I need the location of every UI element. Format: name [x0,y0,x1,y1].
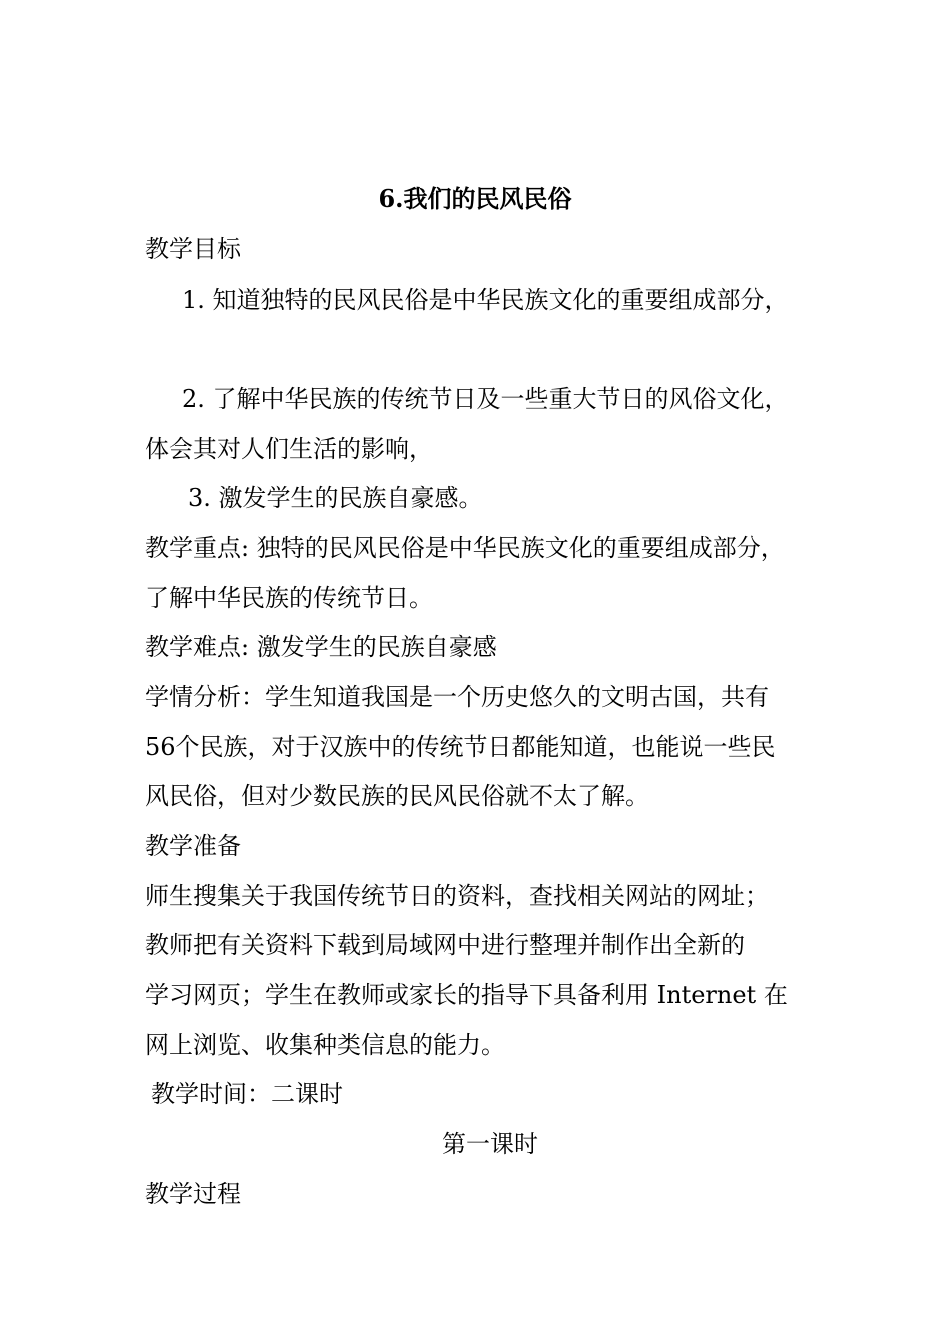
preparation-line4: 网上浏览、收集种类信息的能力。 [145,1031,505,1059]
document-title: 6.我们的民风民俗 [378,184,572,213]
key-points-line2: 了解中华民族的传统节日。 [145,584,433,612]
preparation-line2: 教师把有关资料下载到局域网中进行整理并制作出全新的 [145,931,745,959]
difficulty: 教学难点: 激发学生的民族自豪感 [145,633,497,661]
analysis-line3: 风民俗，但对少数民族的民风民俗就不太了解。 [145,782,649,810]
objective-1: 1. 知道独特的民风民俗是中华民族文化的重要组成部分， [182,286,789,314]
objective-2-line1: 2. 了解中华民族的传统节日及一些重大节日的风俗文化， [182,385,789,413]
analysis-line1: 学情分析：学生知道我国是一个历史悠久的文明古国，共有 [145,683,769,711]
objectives-heading: 教学目标 [145,235,241,263]
preparation-line1: 师生搜集关于我国传统节日的资料，查找相关网站的网址； [145,882,769,910]
analysis-line2: 56个民族，对于汉族中的传统节日都能知道，也能说一些民 [145,733,776,761]
preparation-heading: 教学准备 [145,832,241,860]
teaching-time: 教学时间：二课时 [151,1080,343,1108]
process-heading: 教学过程 [145,1180,241,1208]
key-points-line1: 教学重点: 独特的民风民俗是中华民族文化的重要组成部分， [145,534,785,562]
lesson-heading: 第一课时 [442,1130,538,1158]
objective-2-line2: 体会其对人们生活的影响， [145,435,433,463]
preparation-line3: 学习网页；学生在教师或家长的指导下具备利用 Internet 在 [145,981,788,1009]
objective-3: 3. 激发学生的民族自豪感。 [188,484,483,512]
